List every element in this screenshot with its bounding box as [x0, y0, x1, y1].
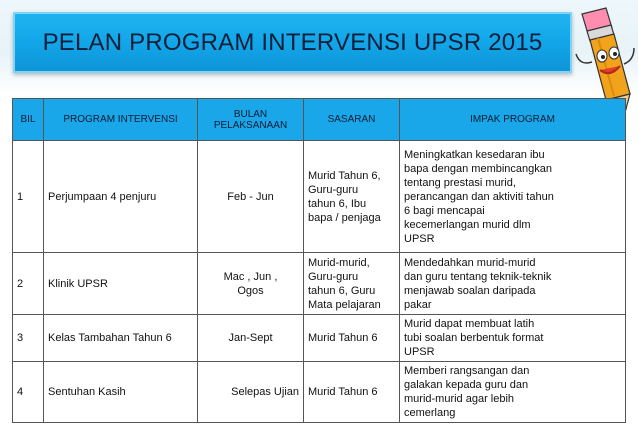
cell-bil: 3 — [13, 315, 44, 362]
cell-bulan — [198, 253, 304, 315]
slide-header — [0, 0, 638, 95]
table-row — [13, 253, 626, 315]
cell-bil: 1 — [13, 141, 44, 253]
header-impak: IMPAK PROGRAM — [400, 99, 626, 141]
cell-line: Guru-guru — [308, 270, 359, 283]
cell-impak — [400, 362, 626, 423]
program-table — [12, 98, 626, 423]
cell-line: UPSR — [404, 232, 435, 245]
table-row — [13, 362, 626, 423]
table-header-row — [13, 99, 626, 141]
cell-line: dan guru tentang teknik-teknik — [404, 270, 552, 283]
cell-line: UPSR — [404, 346, 435, 358]
cell-line: Meningkatkan kesedaran ibu — [404, 148, 545, 161]
table-row — [13, 315, 626, 362]
header-program: PROGRAM INTERVENSI — [44, 99, 198, 141]
cell-line: tahun 6, Guru — [308, 284, 376, 297]
cell-line: Mendedahkan murid-murid — [404, 256, 536, 269]
header-bulan-line2: PELAKSANAAN — [213, 119, 288, 131]
header-bulan — [198, 99, 304, 141]
cell-line: tahun 6, Ibu — [308, 197, 367, 210]
cell-bil: 4 — [13, 362, 44, 423]
header-sasaran: SASARAN — [304, 99, 400, 141]
header-bil: BIL — [13, 99, 44, 141]
cell-line: galakan kepada guru dan — [404, 379, 529, 391]
cell-sasaran: Murid Tahun 6 — [304, 362, 400, 423]
cell-line: Memberi rangsangan dan — [404, 365, 530, 377]
cell-line: murid-murid agar lebih — [404, 393, 515, 405]
cell-bulan: Feb - Jun — [198, 141, 304, 253]
cell-line: cemerlang — [404, 407, 456, 419]
cell-program: Perjumpaan 4 penjuru — [44, 141, 198, 253]
cell-program: Klinik UPSR — [44, 253, 198, 315]
cell-line: Murid Tahun 6, — [308, 169, 381, 182]
cell-impak — [400, 315, 626, 362]
cell-bil: 2 — [13, 253, 44, 315]
cell-line: Mata pelajaran — [308, 298, 381, 311]
header-bulan-line1: BULAN — [233, 108, 268, 120]
cell-line: tentang prestasi murid, — [404, 176, 516, 189]
cell-line: Ogos — [237, 284, 264, 297]
cell-line: bapa / penjaga — [308, 211, 381, 224]
cell-line: Mac , Jun , — [223, 270, 278, 283]
cell-line: tubi soalan berbentuk format — [404, 332, 544, 344]
cell-line: Murid dapat membuat latih — [404, 318, 535, 330]
cell-line: perancangan dan aktiviti tahun — [404, 190, 554, 203]
cell-bulan: Jan-Sept — [198, 315, 304, 362]
cell-line: bapa dengan membincangkan — [404, 162, 553, 175]
cell-line: pakar — [404, 298, 432, 311]
slide-title: PELAN PROGRAM INTERVENSI UPSR 2015 — [42, 28, 543, 56]
cell-line: kecemerlangan murid dlm — [404, 218, 531, 231]
cell-line: Guru-guru — [308, 183, 359, 196]
cell-line: Murid-murid, — [308, 256, 370, 269]
title-banner — [13, 12, 572, 73]
cell-impak — [400, 141, 626, 253]
table-row — [13, 141, 626, 253]
cell-impak — [400, 253, 626, 315]
cell-sasaran — [304, 253, 400, 315]
cell-line: 6 bagi mencapai — [404, 204, 485, 217]
cell-program: Sentuhan Kasih — [44, 362, 198, 423]
cell-program: Kelas Tambahan Tahun 6 — [44, 315, 198, 362]
cell-sasaran: Murid Tahun 6 — [304, 315, 400, 362]
cell-bulan: Selepas Ujian — [198, 362, 304, 423]
cell-sasaran — [304, 141, 400, 253]
cell-line: menjawab soalan daripada — [404, 284, 536, 297]
